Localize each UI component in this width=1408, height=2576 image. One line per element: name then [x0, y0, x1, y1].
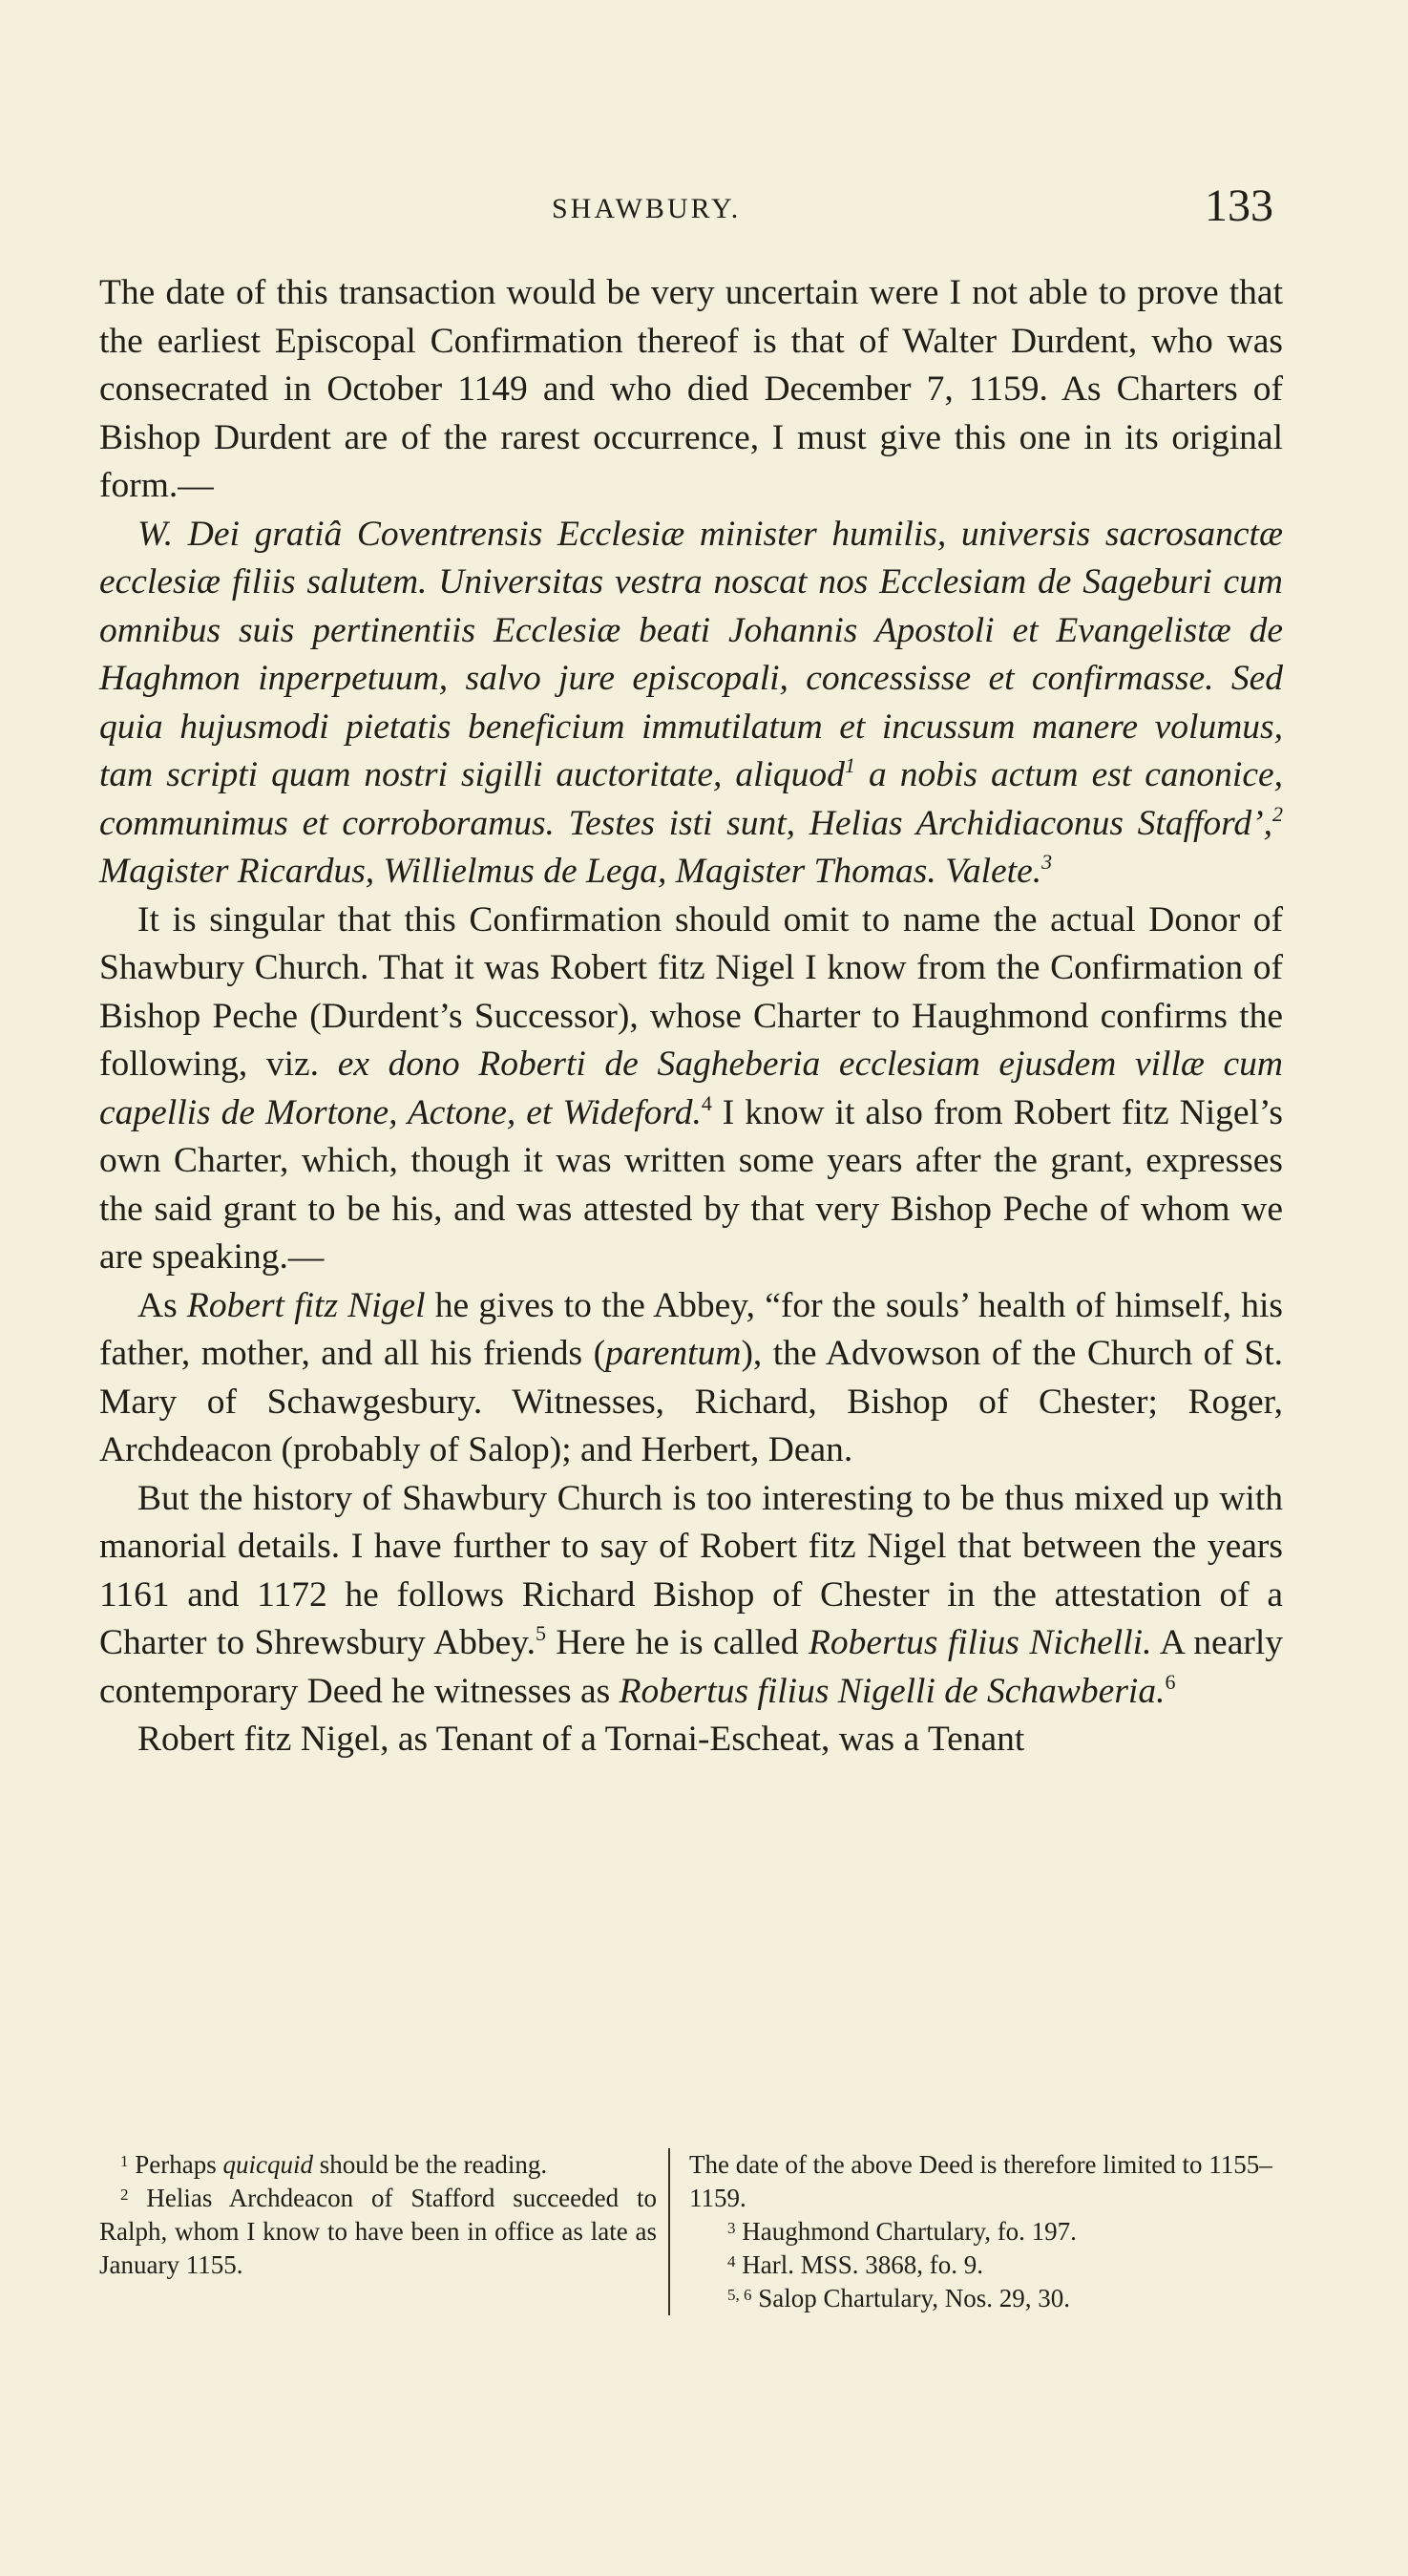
footnote-ref-3: 3 [1041, 850, 1053, 874]
p5-latin-name-1: Robertus filius Nichelli. [809, 1623, 1152, 1662]
footnote-5-6-number: 5, 6 [727, 2286, 752, 2304]
paragraph-6: Robert fitz Nigel, as Tenant of a Tornai-Escheat, was a Tenant [137, 1720, 1025, 1759]
p4-latin-word: parentum [605, 1334, 742, 1373]
footnote-ref-4: 4 [701, 1090, 712, 1115]
footnote-2 [99, 2182, 657, 2282]
footnote-4-text: Harl. MSS. 3868, fo. 9. [735, 2250, 984, 2279]
p3-text-c: I know it also from Robert fitz Nigel’s own Charter, which, though it was written some years after the grant, expresses the said grant to be his, and was attested by that very Bishop Peche of whom we are speaking.— [99, 1092, 1283, 1277]
footnotes-left-column [99, 2148, 670, 2315]
page-number: 133 [1205, 180, 1273, 231]
footnote-4-number: 4 [727, 2252, 736, 2270]
footnote-ref-5: 5 [535, 1621, 546, 1645]
p5-text-b: Here he is called [545, 1623, 809, 1662]
paragraph-3 [99, 897, 1283, 1282]
p3-text-a: It is singular that this Confirmation should omit to name the actual Donor of Shawbury Church. That it was Robert fitz Nigel I know from the Confirmation of Bishop Peche (Durdent’s Successor), whose Charter to Haughmond confirms the following, viz. [99, 899, 1283, 1084]
footnote-ref-6: 6 [1165, 1669, 1176, 1694]
footnote-4 [689, 2249, 1283, 2282]
paragraph-1: The date of this transaction would be very uncertain were I not able to prove that the earliest Episcopal Confirmation thereof is that of Walter Durdent, who was consecrated in October 1149 and who died December 7, 1159. As Charters of Bishop Durdent are of the rarest occurrence, I must give this one in its original form.— [99, 273, 1283, 505]
main-text [99, 269, 1283, 1764]
p4-text-c: he gives to the Abbey, “for the souls’ health of himself, his father, mother, and all his friends ( [99, 1285, 1283, 1373]
p5-latin-name-2: Robertus filius Nigelli de Schawberia. [619, 1671, 1166, 1711]
paragraph-5 [99, 1475, 1283, 1717]
running-head: SHAWBURY. [552, 193, 742, 224]
page-header [0, 179, 1408, 237]
charter-text-a: W. Dei gratiâ Coventrensis Ecclesiæ minister humilis, universis sacrosanctæ ecclesiæ filiis salutem. Universitas vestra noscat nos Ecclesiam de Sageburi cum omnibus suis pertinentiis Ecclesiæ beati Johannis Apostoli et Evangelistæ de Haghmon inperpetuum, salvo jure episcopali, concessisse et confirmasse. Sed quia hujusmodi pietatis beneficium immutilatum et incussum manere volumus, tam scripti quam nostri sigilli auctoritate, aliquod [99, 514, 1283, 794]
p4-text-a: As [137, 1285, 187, 1325]
footnote-ref-1: 1 [844, 753, 855, 777]
footnote-1-text-c: should be the reading. [312, 2150, 548, 2179]
footnote-2-text: Helias Archdeacon of Stafford succeeded to Ralph, whom I know to have been in office as late as January 1155. [99, 2184, 657, 2279]
p4-text-e: ), the Advowson of the Church of St. Mary of Schawgesbury. Witnesses, Richard, Bishop of Chester; Roger, Archdeacon (probably of Salop); and Herbert, Dean. [99, 1334, 1283, 1469]
footnote-2-continued: The date of the above Deed is therefore limited to 1155–1159. [689, 2150, 1272, 2212]
footnote-ref-2: 2 [1272, 801, 1283, 826]
paragraph-4 [99, 1282, 1283, 1475]
p3-latin-quote: ex dono Roberti de Sagheberia ecclesiam ejusdem villæ cum capellis de Mortone, Actone, et Wideford. [99, 1045, 1284, 1132]
footnote-5-6-text: Salop Chartulary, Nos. 29, 30. [751, 2284, 1070, 2312]
p4-name: Robert fitz Nigel [186, 1285, 426, 1325]
footnote-1-text-a: Perhaps [128, 2150, 223, 2179]
charter-latin-text [99, 511, 1283, 897]
footnote-1-latin: quicquid [222, 2150, 313, 2179]
footnote-3-number: 3 [727, 2219, 736, 2237]
footnotes [99, 2148, 1283, 2315]
footnote-1-number: 1 [120, 2152, 129, 2170]
footnote-5-6 [689, 2282, 1283, 2315]
footnote-2-number: 2 [120, 2185, 129, 2204]
p5-text-d: A nearly contemporary Deed he witnesses as [99, 1623, 1283, 1711]
p5-text-a: But the history of Shawbury Church is too interesting to be thus mixed up with manorial details. I have further to say of Robert fitz Nigel that between the years 1161 and 1172 he follows Richard Bishop of Chester in the attestation of a Charter to Shrewsbury Abbey. [99, 1478, 1283, 1662]
footnotes-right-column [670, 2148, 1283, 2315]
charter-text-c: Magister Ricardus, Willielmus de Lega, Magister Thomas. Valete. [99, 852, 1042, 891]
footnote-3 [689, 2215, 1283, 2249]
charter-text-b: a nobis actum est canonice, communimus et corroboramus. Testes isti sunt, Helias Archidiaconus Stafford’, [99, 755, 1283, 843]
footnote-1 [99, 2148, 657, 2182]
footnote-3-text: Haughmond Chartulary, fo. 197. [735, 2217, 1077, 2246]
